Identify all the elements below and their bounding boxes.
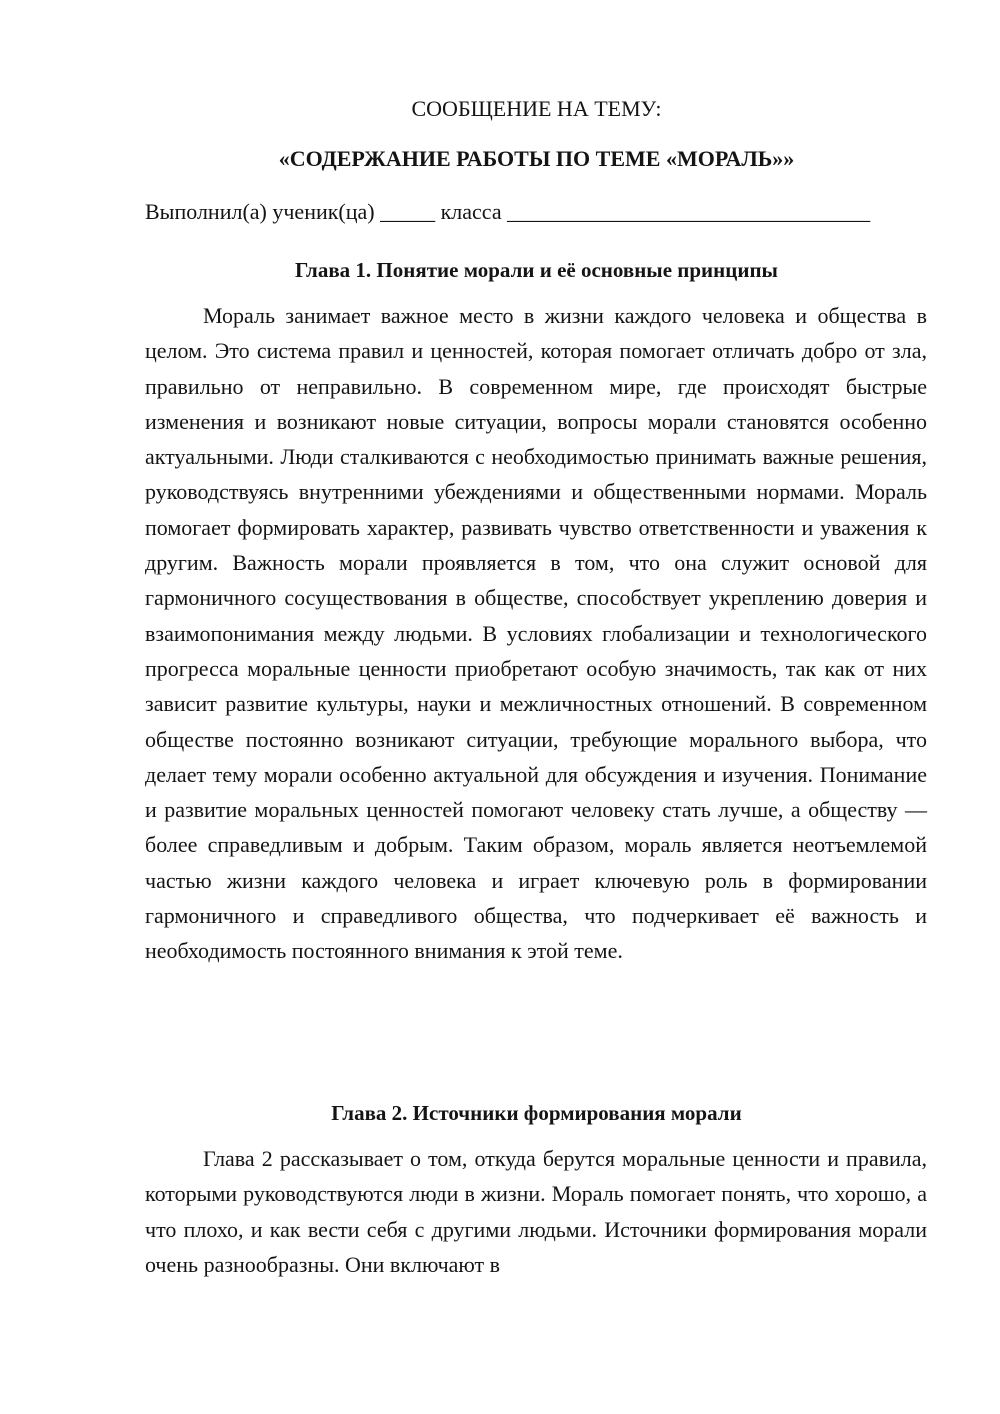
chapter-2-title: Глава 2. Источники формирования морали (331, 1101, 742, 1125)
chapter-2-paragraph: Глава 2 рассказывает о том, откуда берутся моральные ценности и правила, которыми руководствуются люди в жизни. Мораль помогает понять, что хорошо, а что плохо, и как вести себя с другими людьми. Источники формирования морали очень разнообразны. Они включают в (145, 1146, 927, 1277)
chapter-1-title: Глава 1. Понятие морали и её основные принципы (295, 258, 778, 282)
chapter-1-paragraph: Мораль занимает важное место в жизни каждого человека и общества в целом. Это система правил и ценностей, которая помогает отличать добро от зла, правильно от неправильно. В современном мире, где происходят быстрые изменения и возникают новые ситуации, вопросы морали становятся особенно актуальными. Люди сталкиваются с необходимостью принимать важные решения, руководствуясь внутренними убеждениями и общественными нормами. Мораль помогает формировать характер, развивать чувство ответственности и уважения к другим. Важность морали проявляется в том, что она служит основой для гармоничного сосуществования в обществе, способствует укреплению доверия и взаимопонимания между людьми. В условиях глобализации и технологического прогресса моральные ценности приобретают особую значимость, так как от них зависит развитие культуры, науки и межличностных отношений. В современном обществе постоянно возникают ситуации, требующие морального выбора, что делает тему морали особенно актуальной для обсуждения и изучения. Понимание и развитие моральных ценностей помогают человеку стать лучше, а обществу — более справедливым и добрым. Таким образом, мораль является неотъемлемой частью жизни каждого человека и играет ключевую роль в формировании гармоничного и справедливого общества, что подчеркивает её важность и необходимость постоянного внимания к этой теме. (145, 303, 927, 964)
signature-line: Выполнил(а) ученик(ца) _____ класса _________________________________ (145, 199, 871, 224)
document-topic: «СОДЕРЖАНИЕ РАБОТЫ ПО ТЕМЕ «МОРАЛЬ»» (278, 146, 795, 171)
document-header: СООБЩЕНИЕ НА ТЕМУ: (411, 96, 662, 121)
